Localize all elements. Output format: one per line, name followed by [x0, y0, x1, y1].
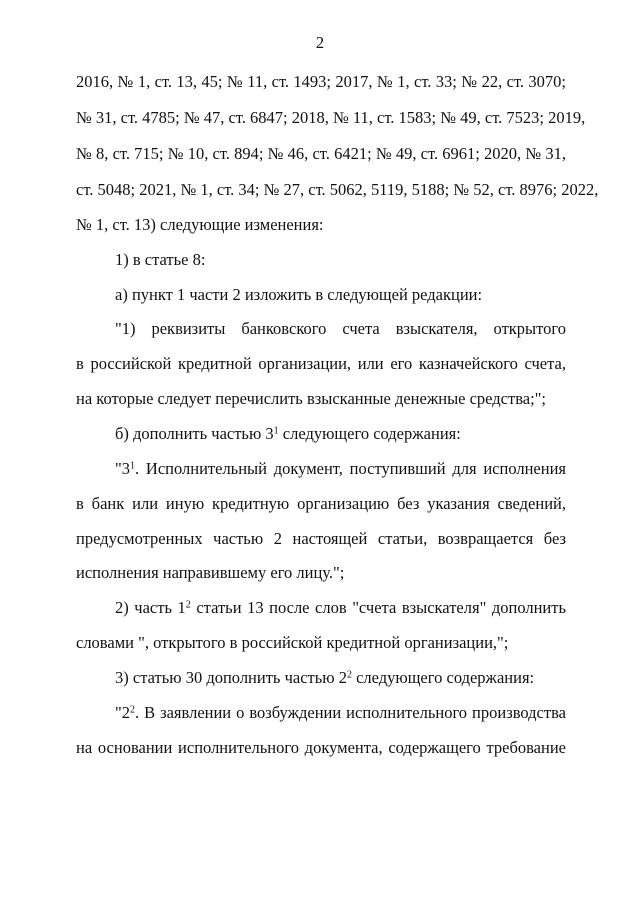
text-line	[115, 598, 566, 618]
text-line: исполнения направившему его лицу.";	[76, 563, 345, 582]
text-run: "2	[115, 703, 130, 722]
text-line: № 1, ст. 13) следующие изменения:	[76, 215, 324, 234]
text-line	[115, 668, 566, 688]
superscript: 2	[346, 669, 352, 681]
page-number: 2	[315, 33, 325, 52]
text-line	[115, 703, 566, 723]
superscript: 1	[130, 460, 135, 472]
text-run: статьи 13 после слов "счета взыскателя" дополнить	[190, 598, 566, 617]
text-run: 2) часть 1	[115, 598, 186, 617]
text-line: словами ", открытого в российской кредитной организации,";	[76, 633, 509, 652]
text-run: "3	[115, 459, 130, 478]
superscript: 2	[185, 599, 191, 611]
text-run: 3) статью 30 дополнить частью 2	[115, 668, 347, 687]
superscript: 1	[273, 425, 279, 437]
text-line: в российской кредитной организации, или его казначейского счета,	[76, 354, 566, 373]
text-line: № 31, ст. 4785; № 47, ст. 6847; 2018, № 11, ст. 1583; № 49, ст. 7523; 2019,	[76, 108, 586, 127]
text-line: на основании исполнительного документа, содержащего требование	[76, 738, 566, 757]
text-run: следующего содержания:	[278, 424, 461, 443]
text-run: . В заявлении о возбуждении исполнительного производства	[135, 703, 566, 722]
text-line: 2016, № 1, ст. 13, 45; № 11, ст. 1493; 2017, № 1, ст. 33; № 22, ст. 3070;	[76, 72, 566, 91]
text-line: 1) в статье 8:	[115, 250, 206, 269]
text-run: б) дополнить частью 3	[115, 424, 274, 443]
text-line: предусмотренных частью 2 настоящей статьи, возвращается без	[76, 529, 566, 548]
text-line: в банк или иную кредитную организацию без указания сведений,	[76, 494, 566, 513]
text-line	[115, 459, 566, 479]
text-line	[115, 424, 566, 444]
text-line: а) пункт 1 части 2 изложить в следующей редакции:	[115, 285, 483, 304]
text-run: . Исполнительный документ, поступивший для исполнения	[135, 459, 566, 478]
text-line: "1) реквизиты банковского счета взыскателя, открытого	[115, 319, 566, 338]
text-line: ст. 5048; 2021, № 1, ст. 34; № 27, ст. 5062, 5119, 5188; № 52, ст. 8976; 2022,	[76, 180, 599, 199]
text-line: № 8, ст. 715; № 10, ст. 894; № 46, ст. 6421; № 49, ст. 6961; 2020, № 31,	[76, 144, 566, 163]
superscript: 2	[130, 704, 135, 716]
text-line: на которые следует перечислить взысканные денежные средства;";	[76, 389, 547, 408]
text-run: следующего содержания:	[351, 668, 535, 687]
